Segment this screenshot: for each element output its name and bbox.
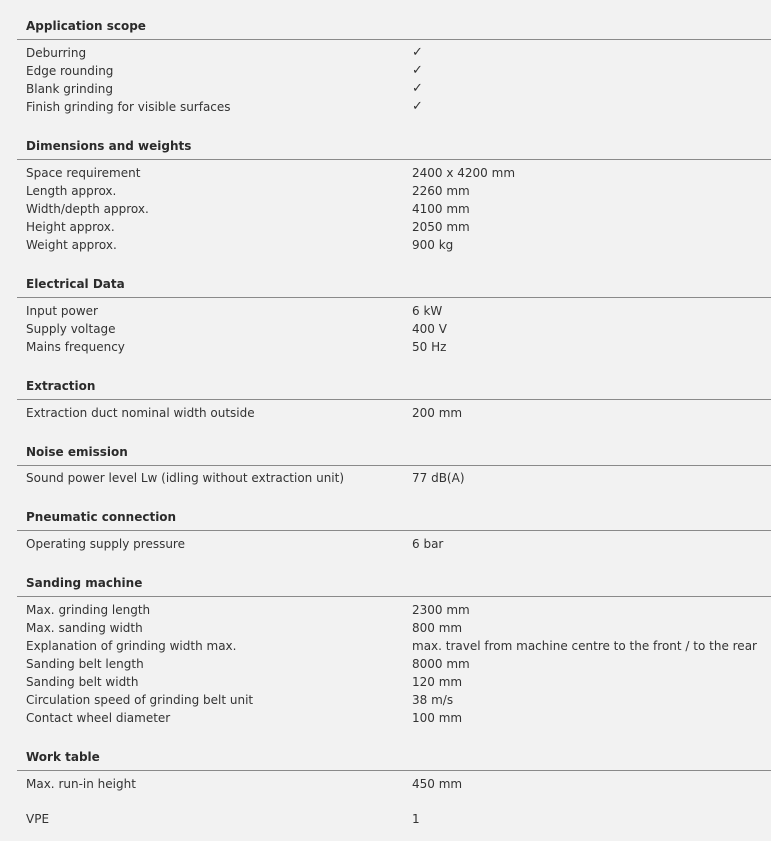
spec-row (0, 709, 771, 727)
spec-row (0, 164, 771, 182)
vpe-row (0, 810, 771, 828)
spec-value: 38 m/s (412, 693, 454, 707)
check-icon: ✓ (412, 99, 423, 114)
section-title: Noise emission (26, 445, 128, 459)
spec-row (0, 673, 771, 691)
spec-label: Blank grinding (26, 82, 113, 96)
section-title: Sanding machine (26, 576, 143, 590)
spec-label: Max. grinding length (26, 603, 151, 617)
spec-label: Mains frequency (26, 340, 125, 354)
spec-value: 200 mm (412, 406, 463, 420)
spec-label: Sound power level Lw (idling without extraction unit) (26, 471, 345, 485)
spec-value: 2050 mm (412, 220, 470, 234)
spec-label: Deburring (26, 46, 87, 60)
section-title: Dimensions and weights (26, 139, 192, 153)
section-title: Electrical Data (26, 277, 125, 291)
section-divider (17, 465, 771, 466)
spec-row (0, 182, 771, 200)
section-divider (17, 399, 771, 400)
spec-value: 4100 mm (412, 202, 470, 216)
spec-label: Contact wheel diameter (26, 711, 171, 725)
spec-value: 100 mm (412, 711, 463, 725)
spec-value: 50 Hz (412, 340, 447, 354)
spec-row (0, 200, 771, 218)
spec-label: Edge rounding (26, 64, 114, 78)
spec-label: Space requirement (26, 166, 141, 180)
spec-row (0, 535, 771, 553)
spec-label: Extraction duct nominal width outside (26, 406, 255, 420)
section-divider (17, 297, 771, 298)
spec-row (0, 601, 771, 619)
spec-row (0, 338, 771, 356)
section-divider (17, 159, 771, 160)
spec-value: 2400 x 4200 mm (412, 166, 516, 180)
spec-row (0, 775, 771, 793)
section-divider (17, 770, 771, 771)
spec-value: max. travel from machine centre to the front / to the rear (412, 639, 757, 653)
section-title: Extraction (26, 379, 96, 393)
spec-row (0, 62, 771, 80)
spec-label: Circulation speed of grinding belt unit (26, 693, 254, 707)
spec-value: 77 dB(A) (412, 471, 465, 485)
check-icon: ✓ (412, 81, 423, 96)
spec-label: Max. run-in height (26, 777, 136, 791)
spec-label: Finish grinding for visible surfaces (26, 100, 231, 114)
spec-row (0, 655, 771, 673)
spec-row (0, 469, 771, 487)
section-title: Application scope (26, 19, 146, 33)
spec-label: Width/depth approx. (26, 202, 149, 216)
section-divider (17, 39, 771, 40)
vpe-value: 1 (412, 812, 420, 826)
spec-value: 450 mm (412, 777, 463, 791)
check-icon: ✓ (412, 45, 423, 60)
spec-row (0, 80, 771, 98)
spec-row (0, 404, 771, 422)
spec-row (0, 619, 771, 637)
spec-value: 900 kg (412, 238, 454, 252)
spec-label: Sanding belt length (26, 657, 144, 671)
spec-label: Input power (26, 304, 98, 318)
section-divider (17, 530, 771, 531)
spec-row (0, 691, 771, 709)
spec-label: Sanding belt width (26, 675, 139, 689)
spec-value: 120 mm (412, 675, 463, 689)
spec-row (0, 320, 771, 338)
spec-label: Explanation of grinding width max. (26, 639, 237, 653)
spec-value: 2300 mm (412, 603, 470, 617)
section-title: Pneumatic connection (26, 510, 177, 524)
spec-value: 6 kW (412, 304, 443, 318)
spec-value: 400 V (412, 322, 447, 336)
spec-value: 800 mm (412, 621, 463, 635)
spec-row (0, 637, 771, 655)
spec-label: Weight approx. (26, 238, 117, 252)
section-divider (17, 596, 771, 597)
section-title: Work table (26, 750, 100, 764)
spec-value: 2260 mm (412, 184, 470, 198)
spec-row (0, 44, 771, 62)
spec-row (0, 236, 771, 254)
spec-label: Supply voltage (26, 322, 116, 336)
spec-value: 6 bar (412, 537, 444, 551)
spec-row (0, 302, 771, 320)
spec-label: Length approx. (26, 184, 117, 198)
spec-label: Max. sanding width (26, 621, 143, 635)
spec-label: Height approx. (26, 220, 115, 234)
check-icon: ✓ (412, 63, 423, 78)
spec-row (0, 98, 771, 116)
spec-value: 8000 mm (412, 657, 470, 671)
spec-label: Operating supply pressure (26, 537, 185, 551)
vpe-label: VPE (26, 812, 50, 826)
spec-row (0, 218, 771, 236)
